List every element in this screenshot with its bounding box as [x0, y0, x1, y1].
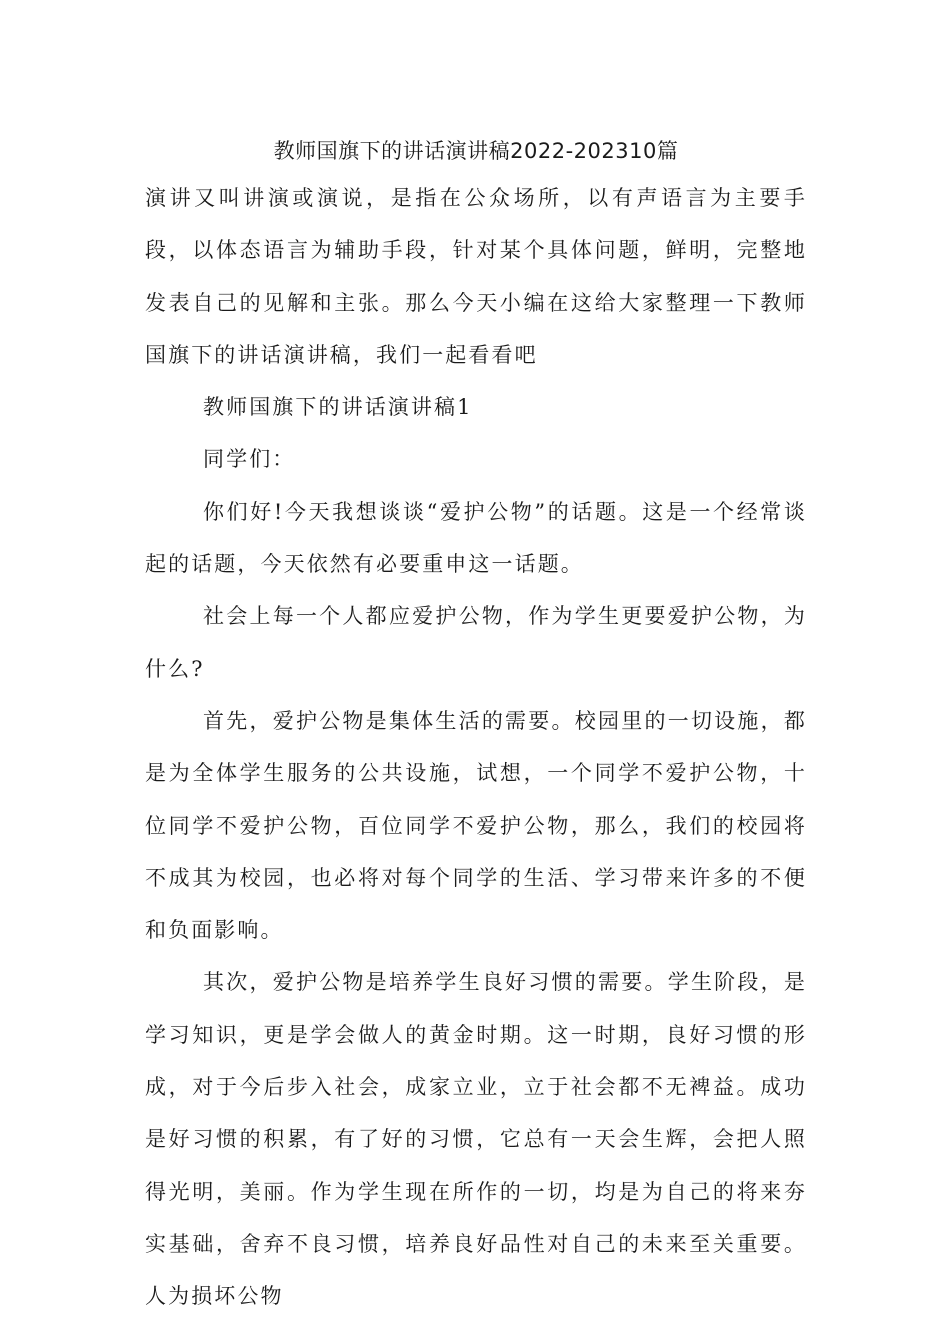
paragraph-greeting: 你们好!今天我想谈谈“爱护公物”的话题。这是一个经常谈起的话题，今天依然有必要重申这一话题。 [145, 499, 807, 577]
section-heading: 教师国旗下的讲话演讲稿1 [203, 395, 473, 420]
salutation: 同学们： [203, 447, 296, 472]
paragraph-question: 社会上每一个人都应爱护公物，作为学生更要爱护公物，为什么? [145, 604, 807, 681]
paragraph-first-reason: 首先，爱护公物是集体生活的需要。校园里的一切设施，都是为全体学生服务的公共设施，试想，一个同学不爱护公物，十位同学不爱护公物，百位同学不爱护公物，那么，我们的校园将不成其为校园，也必将对每个同学的生活、学习带来许多的不便和负面影响。 [145, 708, 807, 943]
paragraph-second-reason: 其次，爱护公物是培养学生良好习惯的需要。学生阶段，是学习知识，更是学会做人的黄金时期。这一时期，良好习惯的形成，对于今后步入社会，成家立业，立于社会都不无裨益。成功是好习惯的积累，有了好的习惯，它总有一天会生辉，会把人照得光明，美丽。作为学生现在所作的一切，均是为自己的将来夯实基础，舍弃不良习惯，培养良好品性对自己的未来至关重要。人为损坏公物 [145, 970, 807, 1309]
document-page [145, 130, 807, 1323]
paragraph-intro: 演讲又叫讲演或演说，是指在公众场所，以有声语言为主要手段，以体态语言为辅助手段，针对某个具体问题，鲜明，完整地发表自己的见解和主张。那么今天小编在这给大家整理一下教师国旗下的讲话演讲稿，我们一起看看吧 [145, 186, 807, 367]
document-title: 教师国旗下的讲话演讲稿2022-202310篇 [273, 139, 679, 163]
